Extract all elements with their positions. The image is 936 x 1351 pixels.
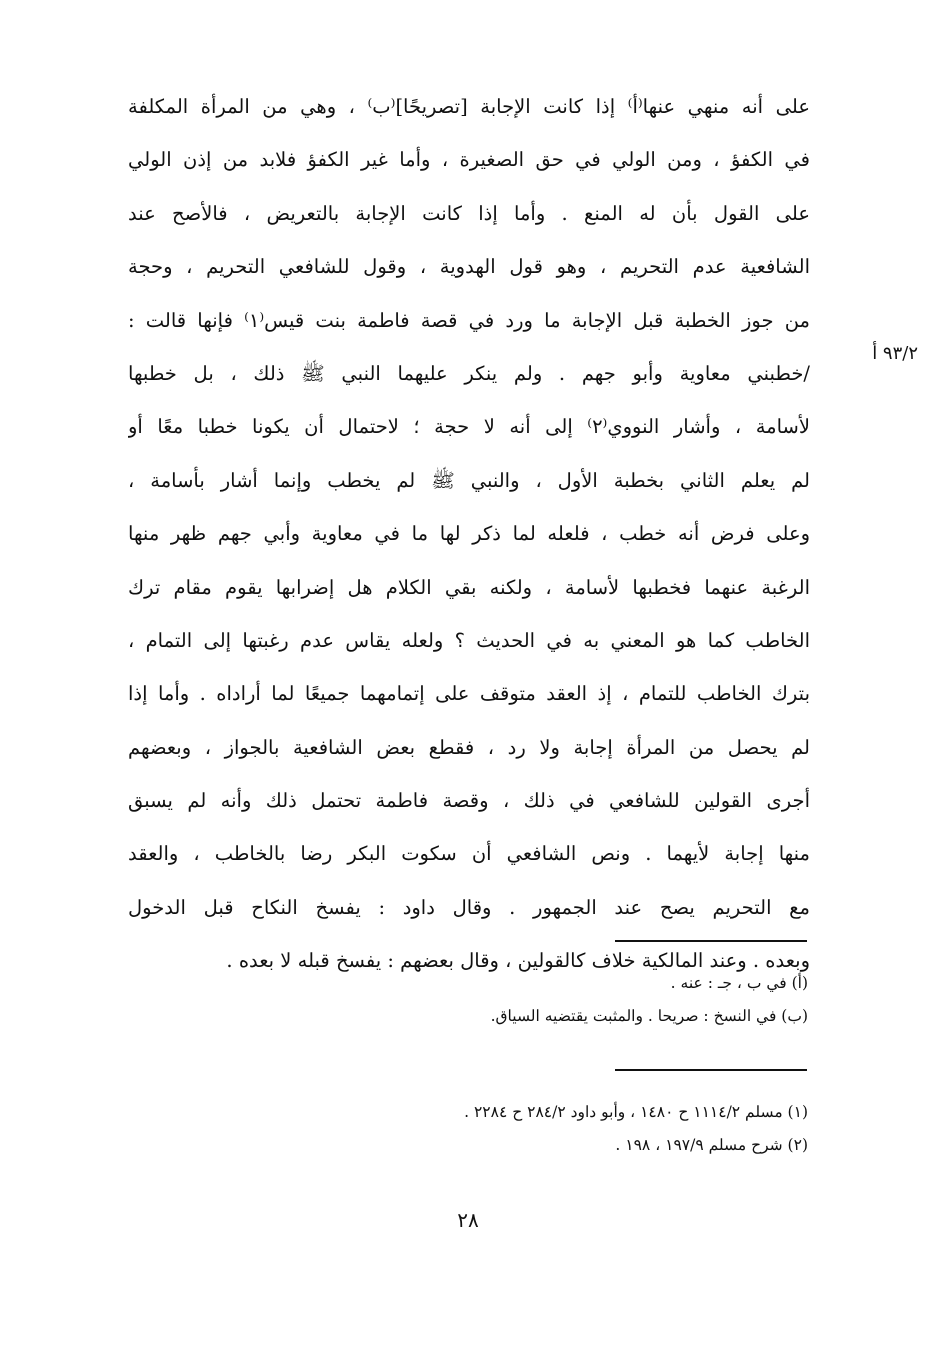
- text-line: وبعده . وعند المالكية خلاف كالقولين ، وقال بعضهم : يفسخ قبله لا بعده .: [226, 949, 810, 973]
- text-line: على القول بأن له المنع . وأما إذا كانت الإجابة بالتعريض ، فالأصح عند: [128, 201, 810, 225]
- footnote: (أ) في ب ، جـ : عنه .: [670, 974, 808, 992]
- footnote-divider: [615, 1069, 807, 1071]
- text-line: الرغبة عنهما فخطبها لأسامة ، ولكنه بقي الكلام هل إضرابها يقوم مقام ترك: [128, 575, 810, 599]
- text-line: في الكفؤ ، ومن الولي في حق الصغيرة ، وأما غير الكفؤ فلابد من إذن الولي: [128, 148, 810, 172]
- page-number: ٢٨: [457, 1208, 479, 1232]
- variant-footnotes: [300, 967, 808, 1033]
- text-line: مع التحريم يصح عند الجمهور . وقال داود : يفسخ النكاح قبل الدخول: [128, 895, 810, 919]
- manuscript-folio-marker: ٩٣/٢ أ: [872, 343, 918, 364]
- text-line: لأسامة ، وأشار النووي⁽٢⁾ إلى أنه لا حجة ؛ لاحتمال أن يكونا خطبا معًا أو: [128, 415, 810, 439]
- text-line: على أنه منهي عنها⁽أ⁾ إذا كانت الإجابة [تصريحًا]⁽ب⁾ ، وهي من المرأة المكلفة: [128, 95, 810, 118]
- text-line: لم يعلم الثاني بخطبة الأول ، والنبي ﷺ لم يخطب وإنما أشار بأسامة ،: [128, 468, 810, 492]
- text-line: بترك الخاطب للتمام ، إذ العقد متوقف على إتمامهما جميعًا لما أراداه . وأما إذا: [128, 682, 810, 706]
- text-line: أجرى القولين للشافعي في ذلك ، وقصة فاطمة تحتمل ذلك وأنه لم يسبق: [128, 789, 810, 813]
- text-line: الخاطب كما هو المعني به في الحديث ؟ ولعله يقاس عدم رغبتها إلى التمام ،: [128, 628, 810, 652]
- text-line: الشافعية عدم التحريم ، وهو قول الهدوية ، وقول للشافعي التحريم ، وحجة: [128, 255, 810, 279]
- footnote-divider: [615, 940, 807, 942]
- footnote: (٢) شرح مسلم ١٩٧/٩ ، ١٩٨ .: [615, 1136, 808, 1154]
- text-line: منها إجابة لأيهما . ونص الشافعي أن سكوت البكر رضا بالخاطب ، والعقد: [128, 842, 810, 866]
- text-line: لم يحصل من المرأة إجابة ولا رد ، فقطع بعض الشافعية بالجواز ، وبعضهم: [128, 735, 810, 759]
- main-text: [128, 80, 810, 988]
- text-line: /خطبني معاوية وأبو جهم . ولم ينكر عليهما النبي ﷺ ذلك ، بل خطبها: [128, 361, 810, 385]
- text-line: من جوز الخطبة قبل الإجابة ما ورد في قصة فاطمة بنت قيس⁽١⁾ فإنها قالت :: [128, 308, 810, 332]
- footnote: (ب) في النسخ : صريحا . والمثبت يقتضيه السياق.: [490, 1007, 808, 1025]
- footnote: (١) مسلم ١١١٤/٢ ح ١٤٨٠ ، وأبو داود ٢٨٤/٢ ح ٢٢٨٤ .: [464, 1103, 808, 1121]
- text-line: وعلى فرض أنه خطب ، فلعله لما ذكر لها ما في معاوية وأبي جهم ظهر منها: [128, 522, 810, 546]
- source-footnotes: [300, 1096, 808, 1162]
